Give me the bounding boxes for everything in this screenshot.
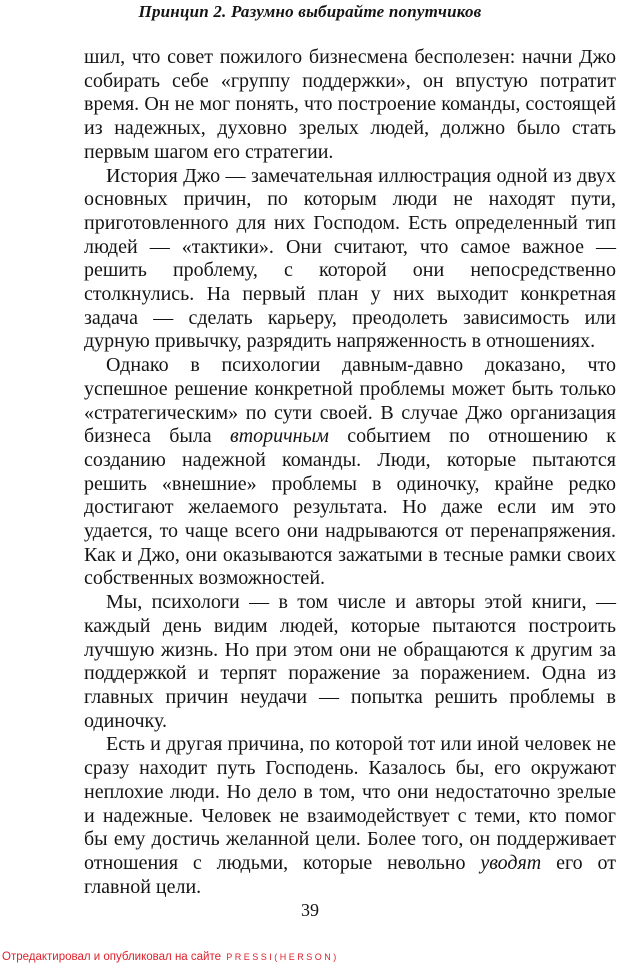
page-number: 39	[301, 900, 319, 920]
paragraph-text: его от главной цели.	[84, 851, 616, 898]
paragraph	[84, 46, 616, 165]
paragraph-text: История Джо — замечательная иллюстрация одной из двух основных причин, по которым люди не находят пути, приготовленного для них Господом. Есть определенный тип людей — «тактики». Они считают, что самое важное — решить проблему, с которой они непосредственно столкнулись. На первый план у них выходит конкретная задача — сделать карьеру, преодолеть зависимость или дурную привычку, разрядить напряженность в отношениях.	[84, 164, 616, 353]
paragraph	[84, 354, 616, 591]
paragraph	[84, 165, 616, 355]
paragraph-text: шил, что совет пожилого бизнесмена бесполезен: начни Джо собирать себе «группу поддержки», он впустую потратит время. Он не мог понять, что построение команды, состоящей из надежных, духовно зрелых людей, должно было стать первым шагом его стратегии.	[84, 46, 616, 163]
paragraph-text: Есть и другая причина, по которой тот или иной человек не сразу находит путь Господень. Казалось бы, его окружают неплохие люди. Но дело в том, что они недостаточно зрелые и надежные. Человек не взаимодействует с теми, кто помог бы ему достичь желанной цели. Более того, он поддерживает отношения с людьми, которые невольно	[84, 733, 616, 874]
watermark	[2, 951, 339, 963]
paragraph-text: Однако в психологии давным-давно доказано, что успешное решение конкретной проблемы может быть только «стратегическим» по сути своей. В случае Джо организация бизнеса была	[84, 354, 616, 448]
paragraph-text: событием по отношению к созданию надежной команды. Люди, которые пытаются решить «внешние» проблемы в одиночку, крайне редко достигают желаемого результата. Но даже если им это удается, то чаще всего они надрываются от перенапряжения. Как и Джо, они оказываются зажатыми в тесные рамки своих собственных возможностей.	[84, 425, 616, 590]
paragraph-text: Мы, психологи — в том числе и авторы этой книги, — каждый день видим людей, которые пытаются построить лучшую жизнь. Но при этом они не обращаются к другим за поддержкой и терпят поражение за поражением. Одна из главных причин неудачи — попытка решить проблемы в одиночку.	[84, 591, 616, 732]
body-text	[84, 46, 616, 899]
emphasis-text: вторичным	[230, 425, 329, 448]
paragraph	[84, 733, 616, 899]
watermark-text: Отредактировал и опубликовал на сайте	[2, 951, 221, 963]
running-head: Принцип 2. Разумно выбирайте попутчиков	[138, 2, 482, 21]
watermark-brand: PRESSI(HERSON)	[226, 952, 339, 962]
emphasis-text: уводят	[480, 851, 542, 874]
paragraph	[84, 591, 616, 733]
